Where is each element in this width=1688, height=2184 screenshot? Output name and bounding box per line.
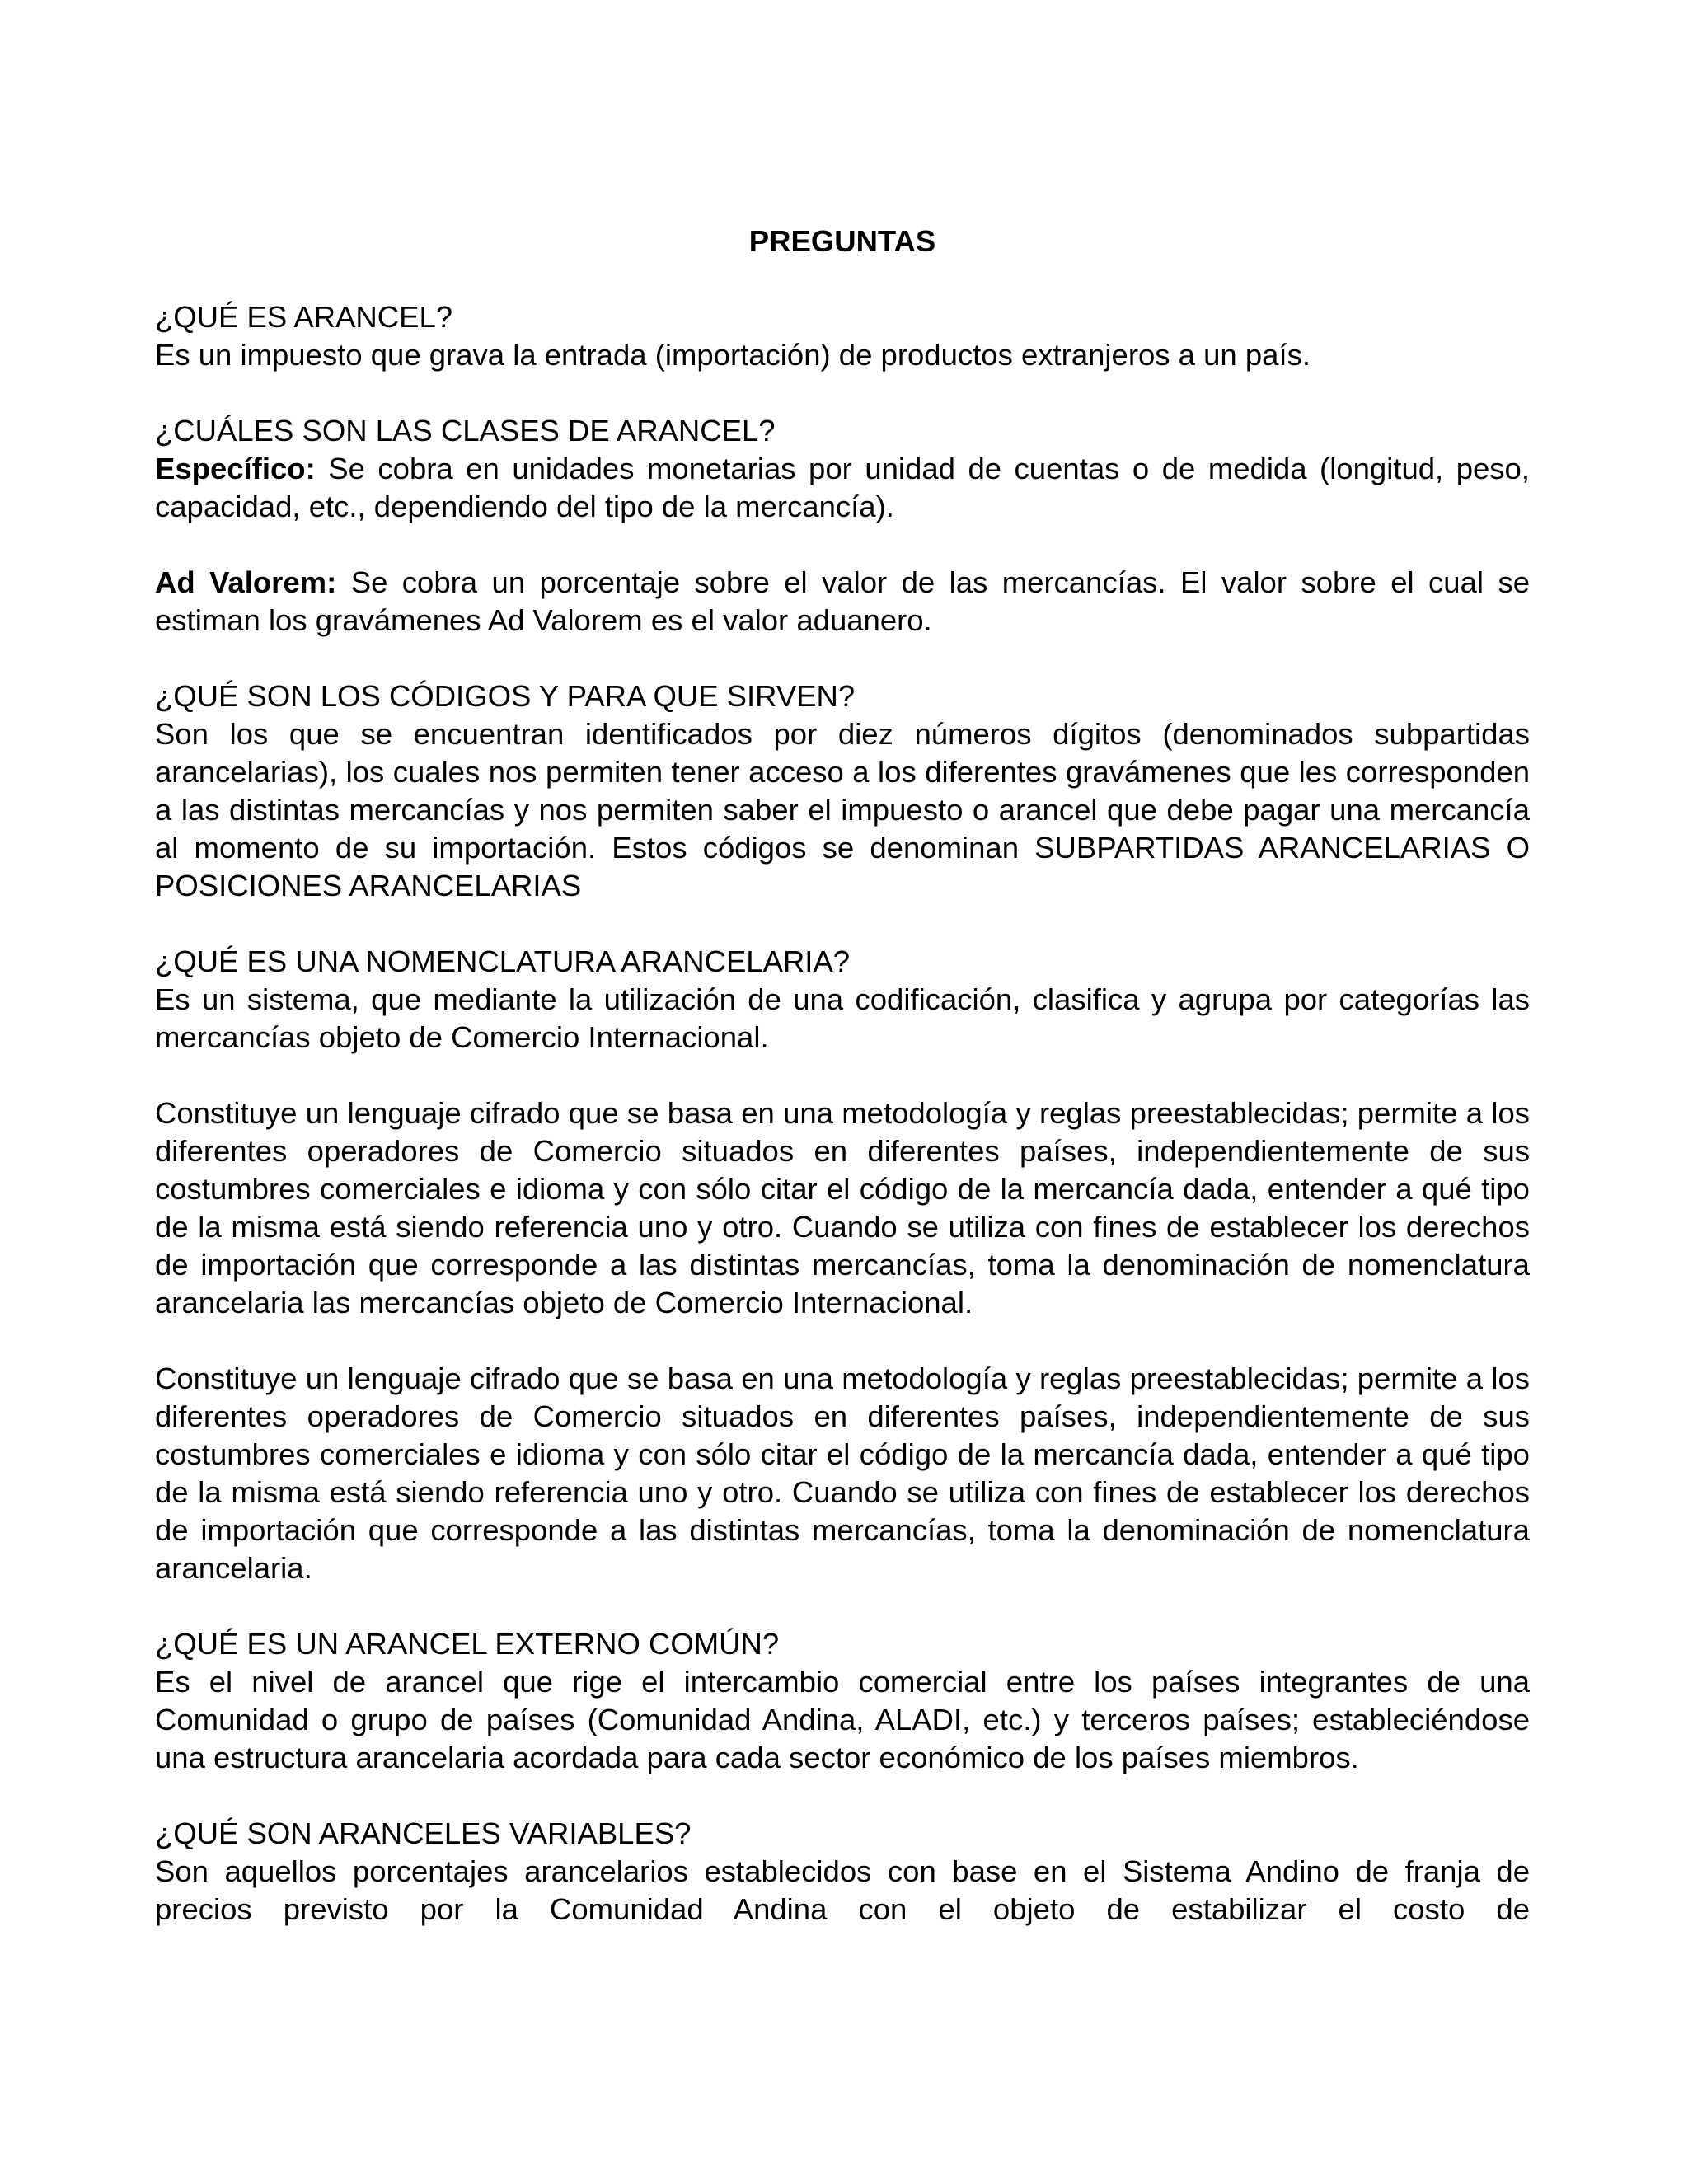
answer-paragraph: Son los que se encuentran identificados por diez números dígitos (denominados subpartidas arancelarias), los cuales nos permiten tener acceso a los diferentes gravámenes que les corresponden a las distintas mercancías y nos permiten saber el impuesto o arancel que debe pagar una mercancía al momento de su importación. Estos códigos se denominan SUBPARTIDAS ARANCELARIAS O POSICIONES ARANCELARIAS (155, 717, 1530, 902)
section-ad-valorem (155, 564, 1530, 640)
question-heading: ¿QUÉ ES ARANCEL? (155, 300, 453, 334)
section-nomenclatura-p3 (155, 1360, 1530, 1587)
answer-paragraph: Es un sistema, que mediante la utilización de una codificación, clasifica y agrupa por categorías las mercancías objeto de Comercio Internacional. (155, 982, 1530, 1054)
question-heading: ¿QUÉ SON LOS CÓDIGOS Y PARA QUE SIRVEN? (155, 679, 856, 713)
document-page (155, 223, 1530, 1966)
question-heading: ¿QUÉ ES UNA NOMENCLATURA ARANCELARIA? (155, 944, 851, 978)
body-paragraph: Constituye un lenguaje cifrado que se basa en una metodología y reglas preestablecidas; permite a los diferentes operadores de Comercio situados en diferentes países, independientemente de sus costumbres comerciales e idioma y con sólo citar el código de la mercancía dada, entender a qué tipo de la misma está siendo referencia uno y otro. Cuando se utiliza con fines de establecer los derechos de importación que corresponde a las distintas mercancías, toma la denominación de nomenclatura arancelaria las mercancías objeto de Comercio Internacional. (155, 1096, 1530, 1319)
term-especifico: Específico: (155, 452, 316, 485)
answer-paragraph: Es un impuesto que grava la entrada (importación) de productos extranjeros a un país. (155, 338, 1311, 372)
question-heading: ¿QUÉ SON ARANCELES VARIABLES? (155, 1816, 692, 1850)
question-heading: ¿CUÁLES SON LAS CLASES DE ARANCEL? (155, 414, 776, 448)
term-ad-valorem: Ad Valorem: (155, 565, 337, 599)
section-clases-arancel (155, 412, 1530, 526)
section-que-es-arancel (155, 298, 1530, 374)
section-nomenclatura-p2 (155, 1094, 1530, 1322)
question-heading: ¿QUÉ ES UN ARANCEL EXTERNO COMÚN? (155, 1627, 780, 1661)
answer-paragraph-ad-valorem (155, 564, 1530, 640)
section-codigos (155, 677, 1530, 905)
definition-ad-valorem: Se cobra un porcentaje sobre el valor de las mercancías. El valor sobre el cual se estiman los gravámenes Ad Valorem es el valor aduanero. (155, 565, 1530, 637)
body-paragraph: Constituye un lenguaje cifrado que se basa en una metodología y reglas preestablecidas; permite a los diferentes operadores de Comercio situados en diferentes países, independientemente de sus costumbres comerciales e idioma y con sólo citar el código de la mercancía dada, entender a qué tipo de la misma está siendo referencia uno y otro. Cuando se utiliza con fines de establecer los derechos de importación que corresponde a las distintas mercancías, toma la denominación de nomenclatura arancelaria. (155, 1361, 1530, 1585)
answer-paragraph-especifico (155, 450, 1530, 526)
section-aranceles-variables (155, 1815, 1530, 1929)
section-arancel-externo-comun (155, 1625, 1530, 1777)
answer-paragraph: Son aquellos porcentajes arancelarios establecidos con base en el Sistema Andino de franja de precios previsto por la Comunidad Andina con el objeto de estabilizar el costo de (155, 1854, 1530, 1926)
section-nomenclatura (155, 943, 1530, 1057)
answer-paragraph: Es el nivel de arancel que rige el intercambio comercial entre los países integrantes de una Comunidad o grupo de países (Comunidad Andina, ALADI, etc.) y terceros países; estableciéndose una estructura arancelaria acordada para cada sector económico de los países miembros. (155, 1665, 1530, 1774)
definition-especifico: Se cobra en unidades monetarias por unidad de cuentas o de medida (longitud, peso, capacidad, etc., dependiendo del tipo de la mercancía). (155, 452, 1530, 523)
page-title: PREGUNTAS (748, 224, 936, 258)
